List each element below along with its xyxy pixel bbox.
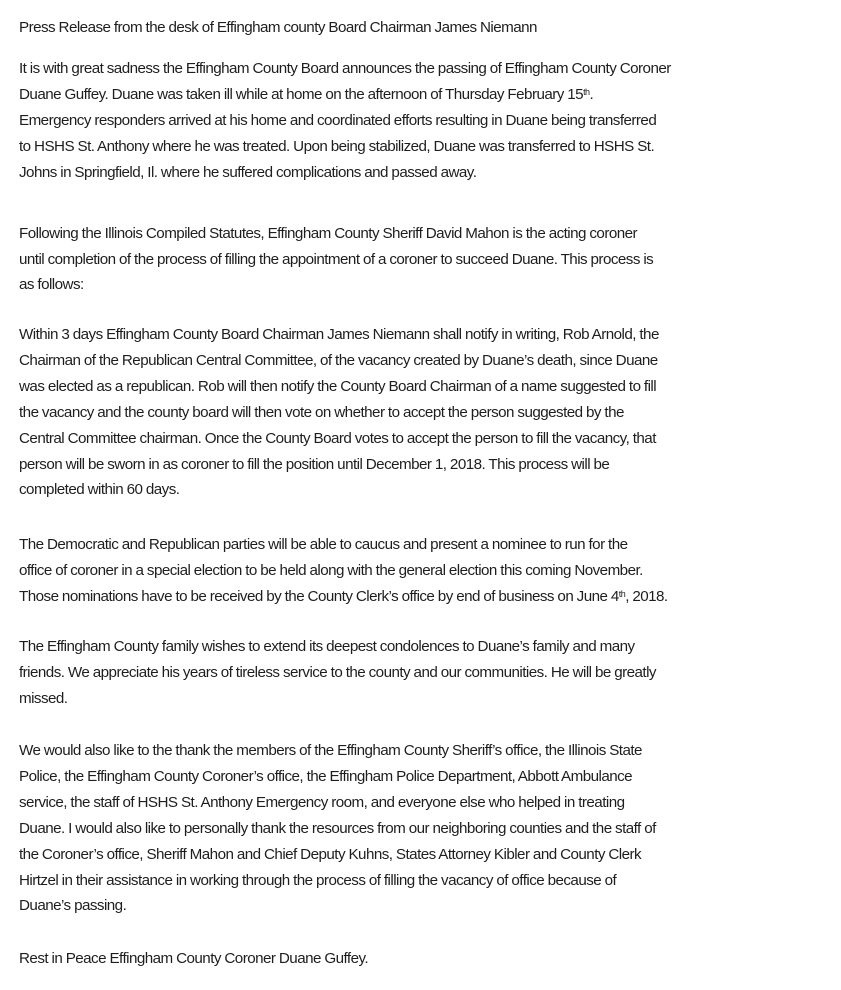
paragraph-line: missed. — [19, 690, 68, 707]
paragraph-line: Johns in Springfield, Il. where he suffered complications and passed away. — [19, 164, 477, 181]
paragraph-line: as follows: — [19, 276, 84, 293]
paragraph-line: Central Committee chairman. Once the County Board votes to accept the person to fill the vacancy, that — [19, 430, 656, 447]
paragraph-line: the Coroner’s office, Sheriff Mahon and Chief Deputy Kuhns, States Attorney Kibler and County Clerk — [19, 846, 642, 863]
paragraph-line: Duane. I would also like to personally thank the resources from our neighboring counties and the staff of — [19, 820, 656, 837]
ordinal-suffix: th — [618, 589, 626, 599]
paragraph-line: Duane’s passing. — [19, 897, 127, 914]
paragraph-line: Chairman of the Republican Central Committee, of the vacancy created by Duane’s death, since Duane — [19, 352, 658, 369]
line-text: Those nominations have to be received by the County Clerk’s office by end of business on June 4 — [19, 588, 619, 605]
paragraph-line: Within 3 days Effingham County Board Chairman James Niemann shall notify in writing, Rob Arnold, the — [19, 326, 659, 343]
paragraph-line: to HSHS St. Anthony where he was treated. Upon being stabilized, Duane was transferred to HSHS St. — [19, 138, 655, 155]
paragraph-line: was elected as a republican. Rob will then notify the County Board Chairman of a name suggested to fill — [19, 378, 657, 395]
paragraph-line: completed within 60 days. — [19, 481, 180, 498]
paragraph-line — [19, 85, 593, 105]
line-text-tail: , 2018. — [625, 588, 668, 605]
paragraph-line: Police, the Effingham County Coroner’s office, the Effingham Police Department, Abbott Ambulance — [19, 768, 633, 785]
paragraph-line — [19, 587, 668, 607]
line-text-tail: . — [589, 86, 594, 103]
paragraph-line: Hirtzel in their assistance in working through the process of filling the vacancy of office because of — [19, 872, 617, 889]
line-text: Duane Guffey. Duane was taken ill while at home on the afternoon of Thursday February 15 — [19, 86, 584, 103]
paragraph-line: We would also like to the thank the members of the Effingham County Sheriff’s office, the Illinois State — [19, 742, 642, 759]
paragraph-line: person will be sworn in as coroner to fill the position until December 1, 2018. This process will be — [19, 456, 610, 473]
paragraph-line: service, the staff of HSHS St. Anthony Emergency room, and everyone else who helped in treating — [19, 794, 625, 811]
ordinal-suffix: th — [583, 87, 590, 97]
paragraph-line: the vacancy and the county board will then vote on whether to accept the person suggested by the — [19, 404, 624, 421]
paragraph-line: Emergency responders arrived at his home and coordinated efforts resulting in Duane being transferred — [19, 112, 657, 129]
closing-line: Rest in Peace Effingham County Coroner Duane Guffey. — [19, 950, 369, 967]
paragraph-line: The Effingham County family wishes to extend its deepest condolences to Duane’s family and many — [19, 638, 635, 655]
paragraph-line: Following the Illinois Compiled Statutes, Effingham County Sheriff David Mahon is the acting coroner — [19, 225, 638, 242]
paragraph-line: until completion of the process of filling the appointment of a coroner to succeed Duane. This process is — [19, 251, 654, 268]
document-heading: Press Release from the desk of Effingham county Board Chairman James Niemann — [19, 19, 537, 36]
paragraph-line: friends. We appreciate his years of tireless service to the county and our communities. He will be greatly — [19, 664, 656, 681]
paragraph-line: office of coroner in a special election to be held along with the general election this coming November. — [19, 562, 643, 579]
paragraph-line: The Democratic and Republican parties will be able to caucus and present a nominee to run for the — [19, 536, 628, 553]
paragraph-line: It is with great sadness the Effingham County Board announces the passing of Effingham County Coroner — [19, 60, 671, 77]
